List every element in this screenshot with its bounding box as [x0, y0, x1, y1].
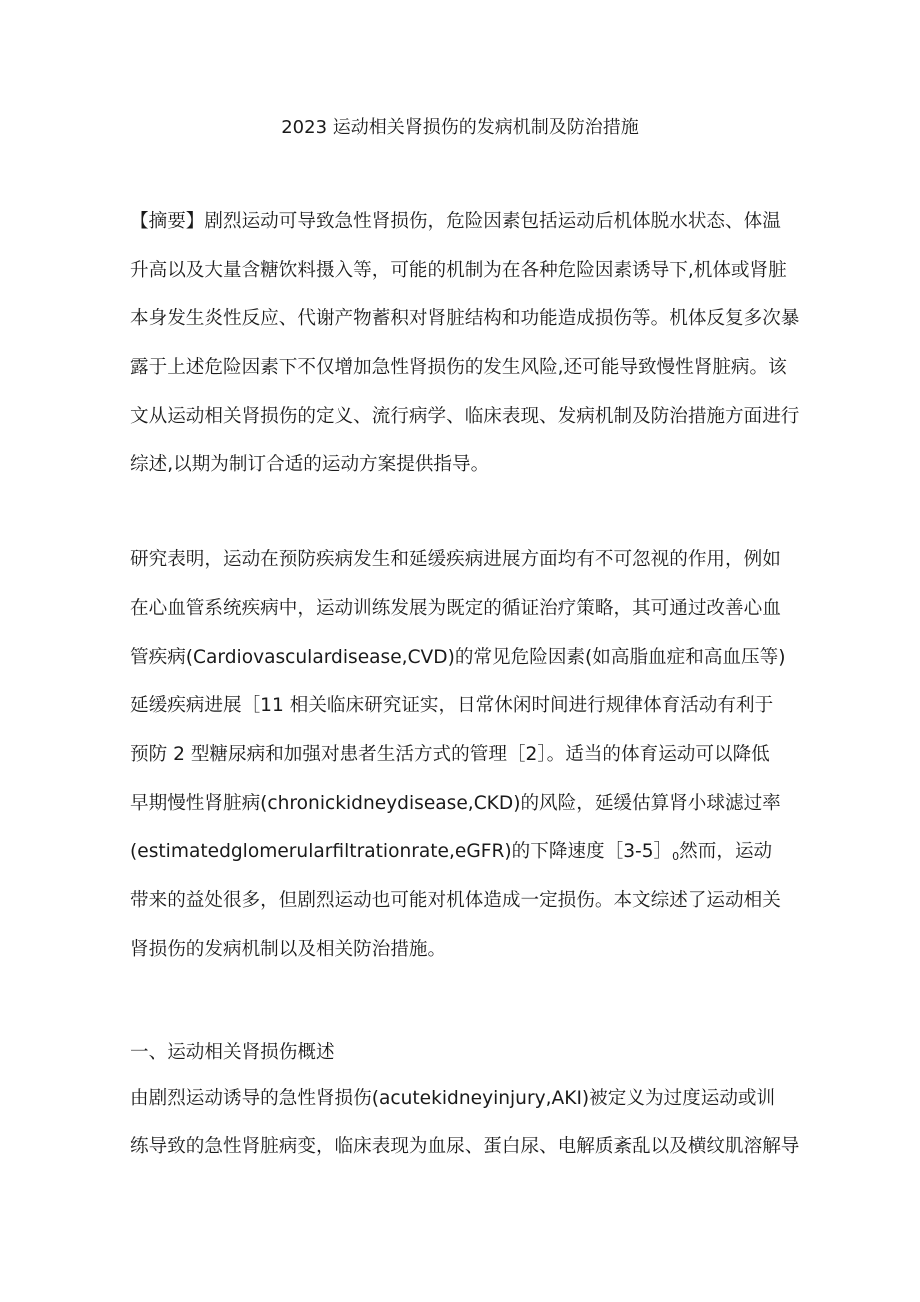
body-line: 练导致的急性肾脏病变，临床表现为血尿、蛋白尿、电解质紊乱以及横纹肌溶解导	[130, 1136, 800, 1157]
abstract-line: 【摘要】剧烈运动可导致急性肾损伤，危险因素包括运动后机体脱水状态、体温	[130, 211, 781, 232]
section-heading: 一、运动相关肾损伤概述	[130, 1042, 335, 1063]
body-line	[130, 839, 772, 870]
body-line: 早期慢性肾脏病(chronickidneydisease,CKD)的风险，延缓估算肾小球滤过率	[130, 793, 781, 814]
abstract-line: 综述,以期为制订合适的运动方案提供指导。	[130, 454, 490, 475]
document-title: 2023 运动相关肾损伤的发病机制及防治措施	[281, 117, 639, 138]
body-line-tail: 然而，运动	[679, 841, 773, 862]
abstract-line: 露于上述危险因素下不仅增加急性肾损伤的发生风险,还可能导致慢性肾脏病。该	[130, 357, 787, 378]
body-line: 管疾病(Cardiovasculardisease,CVD)的常见危险因素(如高脂血症和高血压等)	[130, 647, 786, 668]
abstract-line: 升高以及大量含糖饮料摄入等，可能的机制为在各种危险因素诱导下,机体或肾脏	[130, 260, 787, 281]
abstract-line: 文从运动相关肾损伤的定义、流行病学、临床表现、发病机制及防治措施方面进行	[130, 406, 800, 427]
body-line: 肾损伤的发病机制以及相关防治措施。	[130, 939, 447, 960]
subscript-marker: 0	[672, 850, 680, 863]
body-line: 延缓疾病进展［11 相关临床研究证实，日常休闲时间进行规律体育活动有利于	[130, 695, 774, 716]
body-line: 由剧烈运动诱导的急性肾损伤(acutekidneyinjury,AKI)被定义为过度运动或训	[130, 1088, 776, 1109]
body-line: 在心血管系统疾病中，运动训练发展为既定的循证治疗策略，其可通过改善心血	[130, 598, 781, 619]
body-line-main: (estimatedglomerularfiltrationrate,eGFR)的下降速度［3-5］	[130, 841, 673, 862]
abstract-line: 本身发生炎性反应、代谢产物蓄积对肾脏结构和功能造成损伤等。机体反复多次暴	[130, 308, 800, 329]
body-line: 研究表明，运动在预防疾病发生和延缓疾病进展方面均有不可忽视的作用，例如	[130, 549, 781, 570]
body-line: 预防 2 型糖尿病和加强对患者生活方式的管理［2］。适当的体育运动可以降低	[130, 744, 770, 765]
body-line: 带来的益处很多，但剧烈运动也可能对机体造成一定损伤。本文综述了运动相关	[130, 890, 781, 911]
